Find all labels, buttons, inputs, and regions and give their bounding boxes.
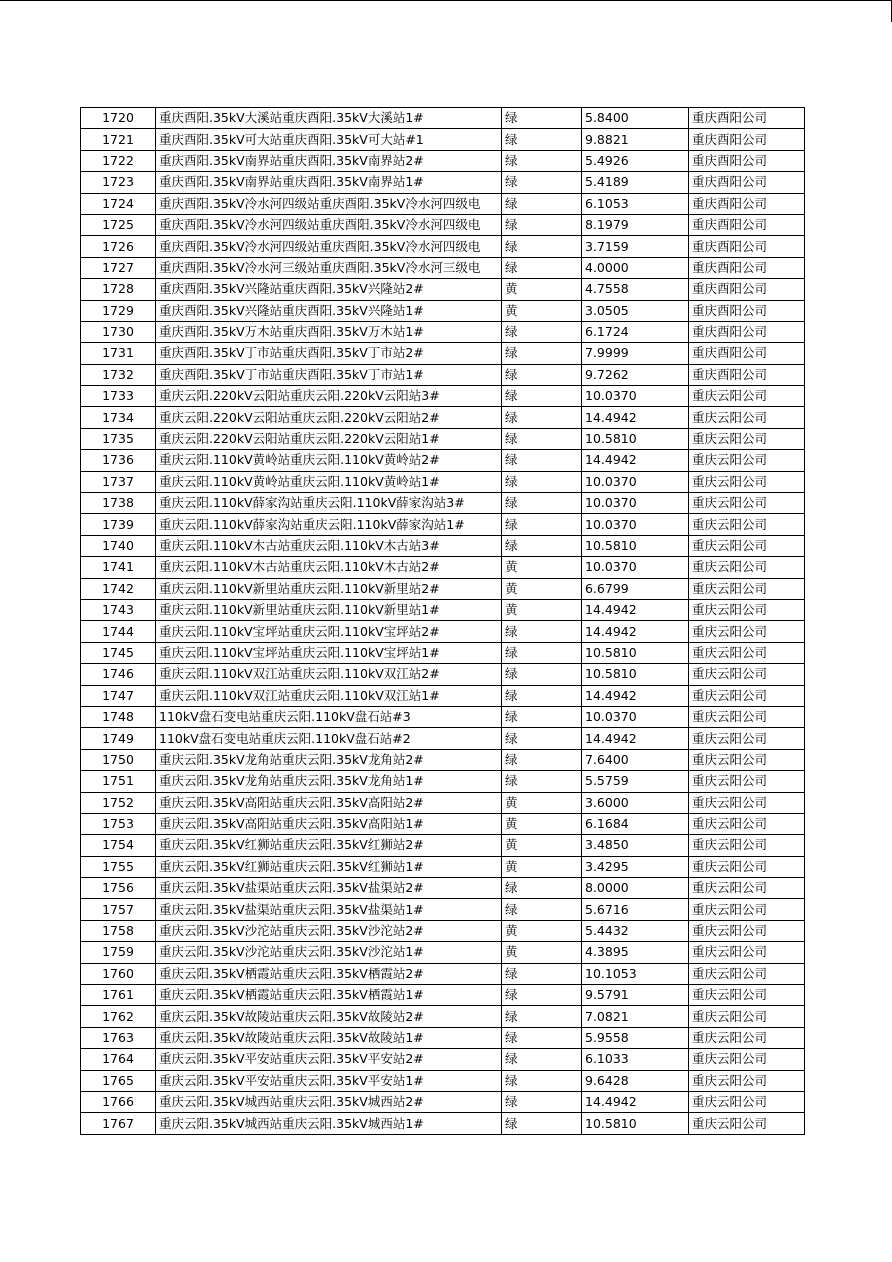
company-cell: 重庆酉阳公司 (689, 172, 805, 193)
station-name: 重庆酉阳.35kV丁市站重庆酉阳.35kV丁市站1# (156, 364, 502, 385)
station-name: 重庆酉阳.35kV兴隆站重庆酉阳.35kV兴隆站2# (156, 279, 502, 300)
row-number: 1727 (81, 257, 156, 278)
station-name: 重庆云阳.110kV薛家沟站重庆云阳.110kV薛家沟站3# (156, 493, 502, 514)
station-name: 重庆酉阳.35kV冷水河四级站重庆酉阳.35kV冷水河四级电 (156, 236, 502, 257)
company-cell: 重庆云阳公司 (689, 557, 805, 578)
status-color: 绿 (502, 535, 582, 556)
company-cell: 重庆酉阳公司 (689, 193, 805, 214)
table-row (81, 321, 805, 342)
row-number: 1743 (81, 599, 156, 620)
row-number: 1731 (81, 343, 156, 364)
table-row (81, 386, 805, 407)
company-cell: 重庆云阳公司 (689, 621, 805, 642)
company-cell: 重庆酉阳公司 (689, 364, 805, 385)
value-cell: 10.5810 (582, 535, 689, 556)
station-name: 110kV盘石变电站重庆云阳.110kV盘石站#3 (156, 706, 502, 727)
row-number: 1748 (81, 706, 156, 727)
status-color: 绿 (502, 749, 582, 770)
table-row (81, 771, 805, 792)
row-number: 1756 (81, 878, 156, 899)
status-color: 黄 (502, 578, 582, 599)
table-row (81, 172, 805, 193)
station-name: 重庆云阳.35kV盐渠站重庆云阳.35kV盐渠站2# (156, 878, 502, 899)
row-number: 1765 (81, 1070, 156, 1091)
table-row (81, 471, 805, 492)
company-cell: 重庆云阳公司 (689, 578, 805, 599)
value-cell: 6.6799 (582, 578, 689, 599)
value-cell: 9.6428 (582, 1070, 689, 1091)
table-row (81, 108, 805, 129)
station-name: 重庆云阳.35kV平安站重庆云阳.35kV平安站1# (156, 1070, 502, 1091)
table-row (81, 813, 805, 834)
row-number: 1746 (81, 664, 156, 685)
row-number: 1752 (81, 792, 156, 813)
station-name: 重庆酉阳.35kV南界站重庆酉阳.35kV南界站2# (156, 150, 502, 171)
station-name: 重庆云阳.35kV红狮站重庆云阳.35kV红狮站2# (156, 835, 502, 856)
table-row (81, 535, 805, 556)
status-color: 绿 (502, 664, 582, 685)
status-color: 绿 (502, 1027, 582, 1048)
station-name: 重庆云阳.35kV沙沱站重庆云阳.35kV沙沱站2# (156, 920, 502, 941)
company-cell: 重庆云阳公司 (689, 493, 805, 514)
status-color: 黄 (502, 856, 582, 877)
table-row (81, 1113, 805, 1134)
value-cell: 10.0370 (582, 706, 689, 727)
row-number: 1749 (81, 728, 156, 749)
value-cell: 10.5810 (582, 664, 689, 685)
table-row (81, 985, 805, 1006)
station-name: 重庆酉阳.35kV大溪站重庆酉阳.35kV大溪站1# (156, 108, 502, 129)
row-number: 1730 (81, 321, 156, 342)
company-cell: 重庆酉阳公司 (689, 343, 805, 364)
company-cell: 重庆云阳公司 (689, 771, 805, 792)
row-number: 1750 (81, 749, 156, 770)
station-name: 重庆云阳.110kV宝坪站重庆云阳.110kV宝坪站1# (156, 642, 502, 663)
company-cell: 重庆酉阳公司 (689, 257, 805, 278)
status-color: 黄 (502, 792, 582, 813)
value-cell: 14.4942 (582, 728, 689, 749)
row-number: 1754 (81, 835, 156, 856)
station-name: 重庆云阳.220kV云阳站重庆云阳.220kV云阳站3# (156, 386, 502, 407)
company-cell: 重庆云阳公司 (689, 1091, 805, 1112)
row-number: 1739 (81, 514, 156, 535)
station-name: 重庆云阳.110kV黄岭站重庆云阳.110kV黄岭站2# (156, 450, 502, 471)
station-name: 重庆云阳.110kV木古站重庆云阳.110kV木古站3# (156, 535, 502, 556)
status-color: 绿 (502, 129, 582, 150)
company-cell: 重庆云阳公司 (689, 1006, 805, 1027)
row-number: 1760 (81, 963, 156, 984)
table-row (81, 749, 805, 770)
company-cell: 重庆云阳公司 (689, 1049, 805, 1070)
table-row (81, 621, 805, 642)
station-name: 重庆云阳.110kV黄岭站重庆云阳.110kV黄岭站1# (156, 471, 502, 492)
value-cell: 10.0370 (582, 493, 689, 514)
table-row (81, 835, 805, 856)
table-row (81, 1070, 805, 1091)
company-cell: 重庆云阳公司 (689, 813, 805, 834)
status-color: 绿 (502, 963, 582, 984)
table-row (81, 150, 805, 171)
station-name: 110kV盘石变电站重庆云阳.110kV盘石站#2 (156, 728, 502, 749)
company-cell: 重庆云阳公司 (689, 942, 805, 963)
table-row (81, 300, 805, 321)
row-number: 1766 (81, 1091, 156, 1112)
value-cell: 5.8400 (582, 108, 689, 129)
station-name: 重庆云阳.35kV龙角站重庆云阳.35kV龙角站2# (156, 749, 502, 770)
value-cell: 3.0505 (582, 300, 689, 321)
row-number: 1733 (81, 386, 156, 407)
company-cell: 重庆云阳公司 (689, 1113, 805, 1134)
station-name: 重庆云阳.35kV城西站重庆云阳.35kV城西站2# (156, 1091, 502, 1112)
station-name: 重庆云阳.110kV宝坪站重庆云阳.110kV宝坪站2# (156, 621, 502, 642)
data-table (80, 107, 805, 1135)
table-row (81, 963, 805, 984)
station-name: 重庆云阳.110kV双江站重庆云阳.110kV双江站2# (156, 664, 502, 685)
row-number: 1732 (81, 364, 156, 385)
company-cell: 重庆酉阳公司 (689, 214, 805, 235)
table-row (81, 343, 805, 364)
status-color: 绿 (502, 899, 582, 920)
company-cell: 重庆酉阳公司 (689, 236, 805, 257)
row-number: 1726 (81, 236, 156, 257)
row-number: 1722 (81, 150, 156, 171)
status-color: 绿 (502, 642, 582, 663)
status-color: 黄 (502, 300, 582, 321)
value-cell: 9.8821 (582, 129, 689, 150)
status-color: 绿 (502, 236, 582, 257)
status-color: 绿 (502, 450, 582, 471)
status-color: 绿 (502, 1113, 582, 1134)
status-color: 绿 (502, 878, 582, 899)
value-cell: 10.1053 (582, 963, 689, 984)
table-row (81, 557, 805, 578)
status-color: 黄 (502, 279, 582, 300)
value-cell: 10.0370 (582, 557, 689, 578)
table-row (81, 664, 805, 685)
row-number: 1742 (81, 578, 156, 599)
station-name: 重庆云阳.35kV龙角站重庆云阳.35kV龙角站1# (156, 771, 502, 792)
station-name: 重庆酉阳.35kV可大站重庆酉阳.35kV可大站#1 (156, 129, 502, 150)
station-name: 重庆云阳.110kV新里站重庆云阳.110kV新里站2# (156, 578, 502, 599)
row-number: 1753 (81, 813, 156, 834)
status-color: 绿 (502, 428, 582, 449)
row-number: 1728 (81, 279, 156, 300)
station-name: 重庆云阳.35kV城西站重庆云阳.35kV城西站1# (156, 1113, 502, 1134)
row-number: 1761 (81, 985, 156, 1006)
status-color: 绿 (502, 1070, 582, 1091)
company-cell: 重庆云阳公司 (689, 985, 805, 1006)
row-number: 1757 (81, 899, 156, 920)
table-row (81, 450, 805, 471)
station-name: 重庆云阳.35kV高阳站重庆云阳.35kV高阳站2# (156, 792, 502, 813)
table-row (81, 599, 805, 620)
value-cell: 3.4850 (582, 835, 689, 856)
company-cell: 重庆云阳公司 (689, 920, 805, 941)
row-number: 1764 (81, 1049, 156, 1070)
status-color: 绿 (502, 728, 582, 749)
station-name: 重庆云阳.110kV新里站重庆云阳.110kV新里站1# (156, 599, 502, 620)
row-number: 1747 (81, 685, 156, 706)
station-name: 重庆云阳.35kV故陵站重庆云阳.35kV故陵站2# (156, 1006, 502, 1027)
status-color: 绿 (502, 1091, 582, 1112)
status-color: 绿 (502, 407, 582, 428)
value-cell: 6.1033 (582, 1049, 689, 1070)
company-cell: 重庆云阳公司 (689, 535, 805, 556)
table-row (81, 129, 805, 150)
value-cell: 14.4942 (582, 621, 689, 642)
row-number: 1763 (81, 1027, 156, 1048)
status-color: 绿 (502, 1049, 582, 1070)
station-name: 重庆云阳.35kV故陵站重庆云阳.35kV故陵站1# (156, 1027, 502, 1048)
row-number: 1734 (81, 407, 156, 428)
station-name: 重庆云阳.35kV平安站重庆云阳.35kV平安站2# (156, 1049, 502, 1070)
table-row (81, 706, 805, 727)
value-cell: 5.6716 (582, 899, 689, 920)
station-name: 重庆酉阳.35kV万木站重庆酉阳.35kV万木站1# (156, 321, 502, 342)
company-cell: 重庆云阳公司 (689, 706, 805, 727)
status-color: 绿 (502, 193, 582, 214)
company-cell: 重庆云阳公司 (689, 899, 805, 920)
company-cell: 重庆云阳公司 (689, 792, 805, 813)
status-color: 绿 (502, 621, 582, 642)
value-cell: 5.4432 (582, 920, 689, 941)
company-cell: 重庆云阳公司 (689, 450, 805, 471)
company-cell: 重庆酉阳公司 (689, 279, 805, 300)
value-cell: 9.5791 (582, 985, 689, 1006)
table-row (81, 214, 805, 235)
row-number: 1744 (81, 621, 156, 642)
value-cell: 9.7262 (582, 364, 689, 385)
value-cell: 10.0370 (582, 514, 689, 535)
value-cell: 5.9558 (582, 1027, 689, 1048)
table-row (81, 428, 805, 449)
status-color: 绿 (502, 321, 582, 342)
station-name: 重庆酉阳.35kV冷水河四级站重庆酉阳.35kV冷水河四级电 (156, 193, 502, 214)
status-color: 绿 (502, 1006, 582, 1027)
row-number: 1762 (81, 1006, 156, 1027)
value-cell: 6.1053 (582, 193, 689, 214)
company-cell: 重庆云阳公司 (689, 1027, 805, 1048)
station-name: 重庆云阳.35kV盐渠站重庆云阳.35kV盐渠站1# (156, 899, 502, 920)
company-cell: 重庆云阳公司 (689, 599, 805, 620)
status-color: 黄 (502, 920, 582, 941)
value-cell: 14.4942 (582, 1091, 689, 1112)
row-number: 1720 (81, 108, 156, 129)
status-color: 绿 (502, 364, 582, 385)
status-color: 绿 (502, 343, 582, 364)
row-number: 1745 (81, 642, 156, 663)
value-cell: 14.4942 (582, 599, 689, 620)
table-row (81, 856, 805, 877)
table-row (81, 1027, 805, 1048)
company-cell: 重庆酉阳公司 (689, 300, 805, 321)
table-row (81, 1049, 805, 1070)
status-color: 绿 (502, 493, 582, 514)
station-name: 重庆云阳.110kV木古站重庆云阳.110kV木古站2# (156, 557, 502, 578)
company-cell: 重庆云阳公司 (689, 685, 805, 706)
status-color: 绿 (502, 706, 582, 727)
status-color: 绿 (502, 108, 582, 129)
company-cell: 重庆云阳公司 (689, 856, 805, 877)
row-number: 1738 (81, 493, 156, 514)
page-top-rule (0, 0, 892, 1)
value-cell: 3.4295 (582, 856, 689, 877)
company-cell: 重庆云阳公司 (689, 749, 805, 770)
status-color: 绿 (502, 685, 582, 706)
table-row (81, 364, 805, 385)
row-number: 1735 (81, 428, 156, 449)
company-cell: 重庆云阳公司 (689, 386, 805, 407)
station-name: 重庆云阳.220kV云阳站重庆云阳.220kV云阳站2# (156, 407, 502, 428)
table-body (81, 108, 805, 1135)
value-cell: 4.0000 (582, 257, 689, 278)
value-cell: 14.4942 (582, 450, 689, 471)
company-cell: 重庆酉阳公司 (689, 108, 805, 129)
status-color: 绿 (502, 150, 582, 171)
value-cell: 10.0370 (582, 471, 689, 492)
value-cell: 5.4926 (582, 150, 689, 171)
station-name: 重庆云阳.35kV沙沱站重庆云阳.35kV沙沱站1# (156, 942, 502, 963)
status-color: 黄 (502, 599, 582, 620)
status-color: 绿 (502, 985, 582, 1006)
table-row (81, 685, 805, 706)
row-number: 1724 (81, 193, 156, 214)
company-cell: 重庆云阳公司 (689, 963, 805, 984)
value-cell: 4.3895 (582, 942, 689, 963)
table-row (81, 878, 805, 899)
row-number: 1725 (81, 214, 156, 235)
value-cell: 3.7159 (582, 236, 689, 257)
status-color: 绿 (502, 386, 582, 407)
company-cell: 重庆云阳公司 (689, 471, 805, 492)
company-cell: 重庆云阳公司 (689, 428, 805, 449)
company-cell: 重庆酉阳公司 (689, 150, 805, 171)
status-color: 绿 (502, 471, 582, 492)
table-row (81, 514, 805, 535)
value-cell: 14.4942 (582, 685, 689, 706)
station-name: 重庆酉阳.35kV冷水河三级站重庆酉阳.35kV冷水河三级电 (156, 257, 502, 278)
company-cell: 重庆云阳公司 (689, 878, 805, 899)
company-cell: 重庆云阳公司 (689, 642, 805, 663)
value-cell: 10.0370 (582, 386, 689, 407)
value-cell: 8.1979 (582, 214, 689, 235)
table-row (81, 257, 805, 278)
table-row (81, 942, 805, 963)
row-number: 1729 (81, 300, 156, 321)
company-cell: 重庆酉阳公司 (689, 321, 805, 342)
status-color: 绿 (502, 172, 582, 193)
station-name: 重庆酉阳.35kV丁市站重庆酉阳.35kV丁市站2# (156, 343, 502, 364)
table-row (81, 279, 805, 300)
value-cell: 7.9999 (582, 343, 689, 364)
status-color: 黄 (502, 557, 582, 578)
table-row (81, 792, 805, 813)
station-name: 重庆云阳.35kV栖霞站重庆云阳.35kV栖霞站1# (156, 985, 502, 1006)
row-number: 1759 (81, 942, 156, 963)
value-cell: 6.1684 (582, 813, 689, 834)
table-row (81, 642, 805, 663)
company-cell: 重庆云阳公司 (689, 664, 805, 685)
station-name: 重庆云阳.110kV薛家沟站重庆云阳.110kV薛家沟站1# (156, 514, 502, 535)
company-cell: 重庆云阳公司 (689, 407, 805, 428)
value-cell: 7.0821 (582, 1006, 689, 1027)
value-cell: 10.5810 (582, 1113, 689, 1134)
status-color: 绿 (502, 514, 582, 535)
row-number: 1755 (81, 856, 156, 877)
table-row (81, 1006, 805, 1027)
row-number: 1767 (81, 1113, 156, 1134)
row-number: 1751 (81, 771, 156, 792)
status-color: 黄 (502, 942, 582, 963)
table-row (81, 493, 805, 514)
row-number: 1723 (81, 172, 156, 193)
status-color: 黄 (502, 835, 582, 856)
status-color: 绿 (502, 257, 582, 278)
company-cell: 重庆云阳公司 (689, 514, 805, 535)
table-row (81, 899, 805, 920)
value-cell: 5.5759 (582, 771, 689, 792)
status-color: 绿 (502, 771, 582, 792)
station-name: 重庆酉阳.35kV冷水河四级站重庆酉阳.35kV冷水河四级电 (156, 214, 502, 235)
table-row (81, 1091, 805, 1112)
value-cell: 6.1724 (582, 321, 689, 342)
row-number: 1737 (81, 471, 156, 492)
station-name: 重庆云阳.110kV双江站重庆云阳.110kV双江站1# (156, 685, 502, 706)
company-cell: 重庆云阳公司 (689, 835, 805, 856)
station-name: 重庆云阳.35kV栖霞站重庆云阳.35kV栖霞站2# (156, 963, 502, 984)
station-name: 重庆云阳.35kV红狮站重庆云阳.35kV红狮站1# (156, 856, 502, 877)
value-cell: 10.5810 (582, 428, 689, 449)
row-number: 1741 (81, 557, 156, 578)
table-row (81, 920, 805, 941)
row-number: 1740 (81, 535, 156, 556)
value-cell: 4.7558 (582, 279, 689, 300)
row-number: 1736 (81, 450, 156, 471)
station-name: 重庆云阳.35kV高阳站重庆云阳.35kV高阳站1# (156, 813, 502, 834)
row-number: 1721 (81, 129, 156, 150)
value-cell: 8.0000 (582, 878, 689, 899)
table-row (81, 578, 805, 599)
company-cell: 重庆云阳公司 (689, 1070, 805, 1091)
station-name: 重庆酉阳.35kV兴隆站重庆酉阳.35kV兴隆站1# (156, 300, 502, 321)
value-cell: 5.4189 (582, 172, 689, 193)
table-row (81, 728, 805, 749)
station-name: 重庆云阳.220kV云阳站重庆云阳.220kV云阳站1# (156, 428, 502, 449)
table-row (81, 236, 805, 257)
value-cell: 7.6400 (582, 749, 689, 770)
table-row (81, 193, 805, 214)
table-row (81, 407, 805, 428)
value-cell: 3.6000 (582, 792, 689, 813)
value-cell: 14.4942 (582, 407, 689, 428)
company-cell: 重庆云阳公司 (689, 728, 805, 749)
status-color: 黄 (502, 813, 582, 834)
station-name: 重庆酉阳.35kV南界站重庆酉阳.35kV南界站1# (156, 172, 502, 193)
row-number: 1758 (81, 920, 156, 941)
status-color: 绿 (502, 214, 582, 235)
value-cell: 10.5810 (582, 642, 689, 663)
company-cell: 重庆酉阳公司 (689, 129, 805, 150)
